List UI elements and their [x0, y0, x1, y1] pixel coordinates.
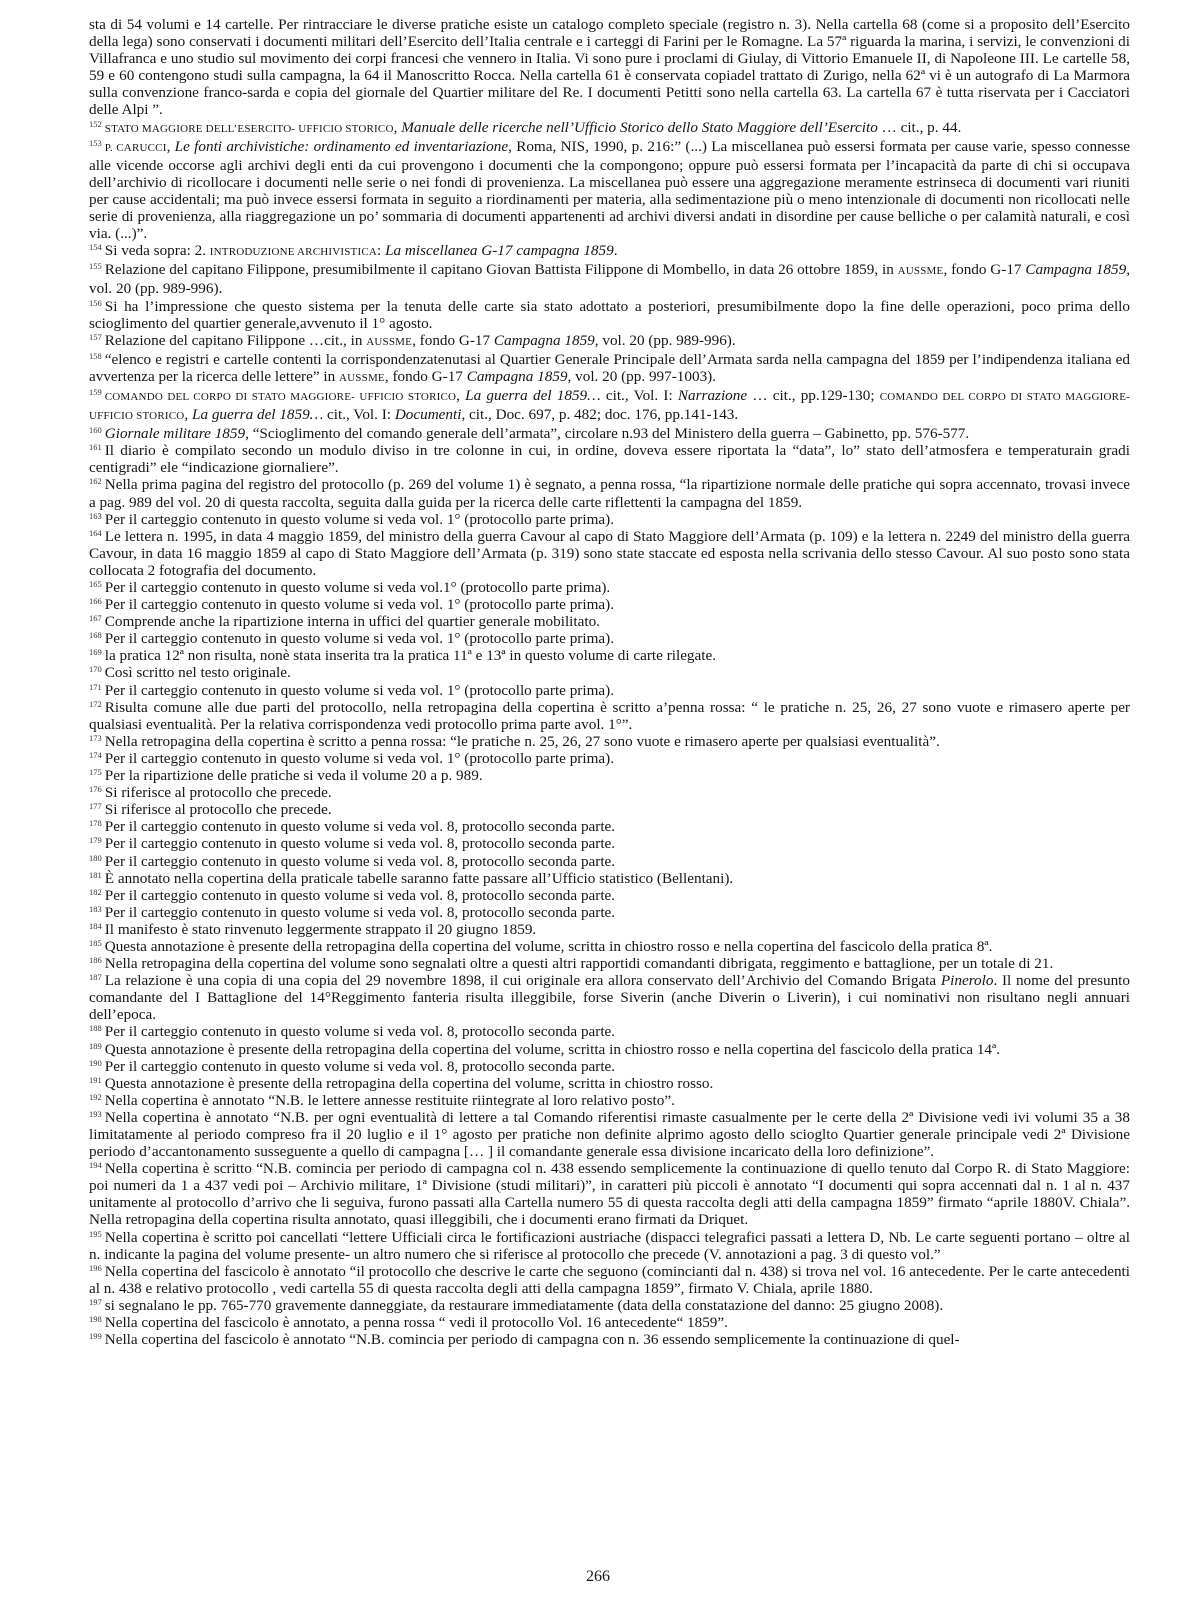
smallcaps-author: AUSSME	[366, 335, 413, 348]
footnote	[89, 1263, 1130, 1297]
text-run: Si riferisce al protocollo che precede.	[104, 784, 332, 802]
continuation-paragraph	[89, 16, 1130, 119]
text-run: Si veda sopra: 2.	[104, 242, 210, 260]
text-run: Per il carteggio contenuto in questo volume si veda vol. 1° (protocollo parte prima).	[104, 596, 614, 614]
text-run: … cit., p. 44.	[877, 118, 962, 136]
footnote-number: 189	[89, 1040, 102, 1051]
italic-title: Manuale delle ricerche nell’Ufficio Storico dello Stato Maggiore dell’Esercito	[401, 118, 878, 136]
footnotes-block	[89, 16, 1130, 1348]
footnote-number: 171	[89, 681, 102, 692]
text-run: ,	[456, 386, 466, 404]
footnote-number: 167	[89, 613, 102, 624]
footnote-number: 194	[89, 1160, 102, 1171]
text-run: Questa annotazione è presente della retropagina della copertina del volume, scritta in chiostro rosso e nella copertina del fascicolo della pratica 14ª.	[104, 1040, 1001, 1058]
text-run: Nella copertina del fascicolo è annotato, a penna rossa “ vedi il protocollo Vol. 16 antecedente“ 1859”.	[104, 1314, 728, 1332]
footnote	[89, 904, 1130, 921]
footnote	[89, 579, 1130, 596]
footnote-number: 193	[89, 1108, 102, 1119]
footnote-number: 158	[89, 350, 102, 361]
footnote	[89, 119, 1130, 138]
text-run: , vol. 20 (pp. 989-996).	[594, 331, 736, 349]
footnote	[89, 332, 1130, 351]
smallcaps-author: INTRODUZIONE ARCHIVISTICA	[209, 246, 378, 259]
text-run: sta di 54 volumi e 14 cartelle. Per rintracciare le diverse pratiche esiste un catalogo completo speciale (registro n. 3). Nella cartella 68 (come si a proposito dell’Esercito della lega) sono conservati i documenti militari dell’Esercito dell’Italia centrale e i carteggi di Farini per le Romagne. La 57ª riguarda la marina, i servizi, le convenzioni di Villafranca e uno studio sul movimento dei corpi francesi che vennero in Italia. Vi sono pure i proclami di Giulay, di Vittorio Emanuele II, di Napoleone III. Le cartelle 58, 59 e 60 contengono studi sulla campagna, la 64 il Manoscritto Rocca. Nella cartella 61 è conservata copiadel trattato di Zurigo, nella 62ª vi è un autografo di La Marmora sulla convenzione franco-sarda e copia del giornale del Quartier militare del Re. I documenti Petitti sono nella cartella 63. La cartella 67 è tutta riservata per i Cacciatori delle Alpi ”.	[89, 16, 1130, 119]
footnote	[89, 870, 1130, 887]
text-run: Il manifesto è stato rinvenuto leggermente strappato il 20 giugno 1859.	[104, 920, 537, 938]
footnote	[89, 528, 1130, 579]
footnote	[89, 298, 1130, 332]
text-run: Le lettera n. 1995, in data 4 maggio 1859, del ministro della guerra Cavour al capo di Stato Maggiore dell’Armata (p. 109) e la lettera n. 2249 del ministro della guerra Cavour, in data 16 maggio 1859 al capo di Stato Maggiore dell’Armata (p. 319) sono state staccate ed esposta nella scrivania dello stesso Cavour. Al suo posto sono stata collocata 2 fotografia del documento.	[89, 527, 1130, 579]
footnote	[89, 801, 1130, 818]
text-run: :	[377, 242, 386, 260]
footnote	[89, 511, 1130, 528]
italic-title: Narrazione	[677, 386, 748, 404]
footnote-number: 180	[89, 852, 102, 863]
footnote	[89, 767, 1130, 784]
text-run: Questa annotazione è presente della retropagina della copertina del volume, scritta in chiostro rosso.	[104, 1074, 714, 1092]
footnote-number: 157	[89, 331, 102, 342]
footnote	[89, 972, 1130, 1023]
text-run: .	[613, 242, 618, 260]
footnote	[89, 630, 1130, 647]
footnote	[89, 1109, 1130, 1160]
footnote	[89, 261, 1130, 297]
footnote-number: 163	[89, 510, 102, 521]
footnote-number: 175	[89, 767, 102, 778]
footnote	[89, 818, 1130, 835]
italic-title: Campagna 1859	[493, 331, 595, 349]
smallcaps-author: AUSSME	[897, 265, 944, 278]
text-run: Nella copertina è annotato “N.B. le lettere annesse restituite riintegrate al loro relativo posto”.	[104, 1091, 675, 1109]
italic-title: Pinerolo	[940, 972, 994, 990]
text-run: Per il carteggio contenuto in questo volume si veda vol. 8, protocollo seconda parte.	[104, 852, 616, 870]
footnote	[89, 1092, 1130, 1109]
footnote-number: 179	[89, 835, 102, 846]
text-run: Per il carteggio contenuto in questo volume si veda vol.1° (protocollo parte prima).	[104, 579, 611, 596]
footnote	[89, 351, 1130, 387]
footnote	[89, 1023, 1130, 1040]
text-run: Per il carteggio contenuto in questo volume si veda vol. 1° (protocollo parte prima).	[104, 630, 614, 648]
text-run: Per il carteggio contenuto in questo volume si veda vol. 1° (protocollo parte prima).	[104, 749, 614, 767]
footnote-number: 169	[89, 647, 102, 658]
footnote-number: 190	[89, 1057, 102, 1068]
footnote	[89, 425, 1130, 442]
footnote-number: 196	[89, 1262, 102, 1273]
text-run: Per il carteggio contenuto in questo volume si veda vol. 8, protocollo seconda parte.	[104, 903, 616, 921]
text-run: Per il carteggio contenuto in questo volume si veda vol. 1° (protocollo parte prima).	[104, 681, 614, 699]
footnote	[89, 887, 1130, 904]
text-run: Risulta comune alle due parti del protocollo, nella retropagina della copertina è scritto a’penna rossa: “ le pratiche n. 25, 26, 27 sono vuote e rimasero aperte per qualsiasi eventualità. Per la relativa corrispondenza vedi protocollo prima parte avol. 1°”.	[89, 698, 1130, 733]
smallcaps-author: COMANDO DEL CORPO DI STATO MAGGIORE- UFFICIO STORICO	[89, 390, 1130, 423]
italic-title: Campagna 1859	[466, 367, 568, 385]
footnote-number: 182	[89, 886, 102, 897]
text-run: Nella copertina è annotato “N.B. per ogni eventualità di lettere a tal Comando riferentisi rimaste casualmente per le certe della 2ª Divisione vedi ivi volumi 35 a 38 limitatamente al periodo compreso fra il 20 luglio e il 1° agosto per pratiche non definite alprimo agosto dello scioglto Quartier generale principale vedi 2ª Divisione periodo d’accantonamento susseguente a quello di campagna [… ] il comandante generale essa divisione incaricato della loro definizione”.	[89, 1108, 1130, 1161]
text-run: Così scritto nel testo originale.	[104, 664, 291, 682]
text-run: ,	[393, 118, 402, 136]
footnote	[89, 664, 1130, 681]
footnote-number: 178	[89, 818, 102, 829]
footnote	[89, 682, 1130, 699]
text-run: cit., Vol. I:	[600, 386, 678, 404]
text-run: Nella copertina è scritto poi cancellati “lettere Ufficiali circa le fortificazioni austriache (dispacci telegrafici passati a lettera D, Nb. Le carte seguenti portano – oltre al n. indicante la pagina del volume presente- un altro numero che si riferisce al protocollo che precede (V. annotazioni a pag. 3 di questo vol.”	[89, 1228, 1130, 1263]
footnote	[89, 476, 1130, 510]
smallcaps-author: COMANDO DEL CORPO DI STATO MAGGIORE- UFFICIO STORICO	[104, 390, 457, 403]
footnote-number: 165	[89, 579, 102, 589]
italic-title: La miscellanea G-17 campagna 1859	[385, 242, 614, 260]
footnote	[89, 1331, 1130, 1348]
text-run: Per il carteggio contenuto in questo volume si veda vol. 8, protocollo seconda parte.	[104, 818, 616, 836]
text-run: ,	[184, 406, 192, 424]
footnote	[89, 750, 1130, 767]
footnote-number: 199	[89, 1331, 102, 1342]
text-run: , “Scioglimento del comando generale dell’armata”, circolare n.93 del Ministero della guerra – Gabinetto, pp. 576-577.	[245, 425, 970, 443]
text-run: cit., Vol. I:	[323, 406, 395, 424]
footnote	[89, 1229, 1130, 1263]
text-run: Il diario è compilato secondo un modulo diviso in tre colonne in cui, in ordine, doveva essere riportata la “data”, lo” stato dell’atmosfera e temperaturain gradi centigradi” ele “indicazione giornaliere”.	[89, 442, 1130, 477]
footnote	[89, 387, 1130, 425]
footnote	[89, 835, 1130, 852]
footnote-number: 176	[89, 784, 102, 795]
text-run: . Il nome del presunto comandante del I Battaglione del 14°Reggimento fanteria risulta illeggibile, forse Siverin (anche Diverin o Liverin), i cui nominativi non risultano negli annuari dell’epoca.	[89, 972, 1130, 1024]
italic-title: La guerra del 1859…	[192, 406, 324, 424]
footnote-number: 152	[89, 118, 102, 129]
footnote	[89, 1297, 1130, 1314]
footnote	[89, 955, 1130, 972]
footnote	[89, 138, 1130, 243]
text-run: , vol. 20 (pp. 997-1003).	[567, 367, 717, 385]
smallcaps-author: P. CARUCCI	[104, 141, 167, 154]
footnote	[89, 1314, 1130, 1331]
footnote-number: 155	[89, 261, 102, 272]
text-run: Per il carteggio contenuto in questo volume si veda vol. 8, protocollo seconda parte.	[104, 886, 616, 904]
footnote-number: 161	[89, 442, 102, 453]
text-run: Questa annotazione è presente della retropagina della copertina del volume, scritta in chiostro rosso e nella copertina del fascicolo della pratica 8ª.	[104, 937, 993, 955]
footnote	[89, 1075, 1130, 1092]
footnote-number: 173	[89, 732, 102, 743]
footnote-number: 188	[89, 1023, 102, 1034]
footnote-number: 153	[89, 137, 102, 148]
text-run: si segnalano le pp. 765-770 gravemente danneggiate, da restaurare immediatamente (data della constatazione del danno: 25 giugno 2008).	[104, 1296, 944, 1314]
page-number: 266	[586, 1568, 610, 1585]
footnote-number: 170	[89, 664, 102, 675]
smallcaps-author: STATO MAGGIORE DELL’ESERCITO- UFFICIO STORICO	[104, 122, 394, 135]
footnote	[89, 699, 1130, 733]
text-run: Nella retropagina della copertina è scritto a penna rossa: “le pratiche n. 25, 26, 27 sono vuote e rimasero aperte per qualsiasi eventualità”.	[104, 732, 940, 750]
text-run: Nella copertina del fascicolo è annotato “N.B. comincia per periodo di campagna con n. 36 essendo semplicemente la continuazione di quel-	[104, 1331, 960, 1349]
footnote-number: 185	[89, 937, 102, 948]
italic-title: La guerra del 1859…	[465, 386, 601, 404]
footnote-number: 156	[89, 297, 102, 308]
footnote-number: 197	[89, 1296, 102, 1307]
text-run: , vol. 20 (pp. 989-996).	[89, 261, 1130, 298]
footnote-number: 191	[89, 1074, 102, 1085]
text-run: Nella copertina del fascicolo è annotato “il protocollo che descrive le carte che seguono (comincianti dal n. 438) si trova nel vol. 16 antecedente. Per le carte antecedenti al n. 438 e relativo protocollo , vedi cartella 55 di questa raccolta degli atti della campagna 1859”, firmato V. Chiala, aprile 1880.	[89, 1262, 1130, 1297]
footnote-number: 195	[89, 1228, 102, 1239]
text-run: Nella prima pagina del registro del protocollo (p. 269 del volume 1) è segnato, a penna rossa, “la ripartizione normale delle pratiche qui sopra accennato, trovasi invece a pag. 989 del vol. 20 di questa raccolta, seguita dalla guida per la ricerca delle carte riflettenti la campagna del 1859.	[89, 476, 1130, 511]
text-run: Per il carteggio contenuto in questo volume si veda vol. 1° (protocollo parte prima).	[104, 510, 614, 528]
footnote-number: 166	[89, 596, 102, 607]
text-run: … cit., pp.129-130;	[747, 386, 880, 404]
footnote	[89, 853, 1130, 870]
footnote-number: 198	[89, 1314, 102, 1325]
footnote	[89, 647, 1130, 664]
footnote	[89, 1160, 1130, 1228]
footnote	[89, 242, 1130, 261]
italic-title: Campagna 1859	[1025, 261, 1127, 279]
text-run: La relazione è una copia di una copia del 29 novembre 1898, il cui originale era allora conservato dell’Archivio del Comando Brigata	[104, 972, 941, 990]
footnote-number: 186	[89, 955, 102, 966]
footnote-number: 183	[89, 903, 102, 914]
footnote-number: 160	[89, 425, 102, 436]
footnote-number: 164	[89, 527, 102, 538]
italic-title: Giornale militare 1859	[104, 425, 246, 443]
smallcaps-author: AUSSME	[339, 371, 385, 384]
footnote-number: 154	[89, 242, 102, 253]
footnote	[89, 596, 1130, 613]
footnote	[89, 733, 1130, 750]
footnote	[89, 613, 1130, 630]
text-run: , cit., Doc. 697, p. 482; doc. 176, pp.141-143.	[461, 406, 739, 424]
text-run: È annotato nella copertina della praticale tabelle saranno fatte passare all’Ufficio statistico (Bellentani).	[104, 869, 734, 887]
footnote-number: 162	[89, 476, 102, 487]
text-run: Nella copertina è scritto “N.B. comincia per periodo di campagna col n. 438 essendo semplicemente la continuazione di quello tenuto dal Corpo R. di Stato Maggiore: poi numeri da 1 a 437 vedi poi – Archivio militare, 1ª Divisione (studi militari)”, in caratteri più piccoli è annotato “I documenti qui sopra accennati dal n. 1 al n. 437 unitamente al protocollo d’arrivo che li seguiva, furono passati alla Cartella numero 55 di questa raccolta degli atti della campagna 1859” firmato “aprile 1880V. Chiala”. Nella retropagina della copertina risulta annotato, quasi illeggibili, che i documenti erano firmati da Driquet.	[89, 1160, 1130, 1229]
footnote-number: 181	[89, 869, 102, 880]
text-run: , fondo G-17	[943, 261, 1026, 279]
text-run: Per il carteggio contenuto in questo volume si veda vol. 8, protocollo seconda parte.	[104, 1057, 616, 1075]
footnote-number: 187	[89, 972, 102, 983]
text-run: , Roma, NIS, 1990, p. 216:” (...) La miscellanea può essersi formata per cause varie, spesso connesse alle vicende occorse agli archivi degli enti da cui provengono i documenti che la compongono; oppure può essersi formata per l’incapacità da parte di chi si occupava dell’archivio di ricollocare i documenti nelle serie o nei fondi di provenienza. La miscellanea può essere una aggregazione meramente estrinseca di documenti vari riuniti per cause accidentali; ma può invece essersi formata in seguito a riordinamenti per materia, alla sedimentazione più o meno intenzionale di documenti non ricollocati nelle serie di provenienza, alla riaggregazione un po’ sommaria di documenti appartenenti ad archivi diversi andati in disordine per cause belliche o per calamità naturali, e così via. (...)”.	[89, 137, 1130, 243]
footnote-number: 172	[89, 698, 102, 709]
text-run: Relazione del capitano Filippone, presumibilmente il capitano Giovan Battista Filippone di Mombello, in data 26 ottobre 1859, in	[104, 261, 898, 279]
text-run: “elenco e registri e cartelle contenti la corrispondenzatenutasi al Quartier Generale Principale dell’Armata sarda nella campagna del 1859 per l’indipendenza italiana ed avvertenza per la ricerca delle lettere” in	[89, 350, 1130, 385]
text-run: Si ha l’impressione che questo sistema per la tenuta delle carte sia stato adottato a posteriori, presumibilmente dopo la fine delle operazioni, poco prima dello scioglimento del quartier generale,avvenuto il 1° agosto.	[89, 297, 1130, 332]
text-run: Per il carteggio contenuto in questo volume si veda vol. 8, protocollo seconda parte.	[104, 835, 616, 853]
footnote	[89, 1041, 1130, 1058]
text-run: Comprende anche la ripartizione interna in uffici del quartier generale mobilitato.	[104, 613, 600, 631]
text-run: , fondo G-17	[384, 367, 467, 385]
text-run: la pratica 12ª non risulta, nonè stata inserita tra la pratica 11ª e 13ª in questo volume di carte rilegate.	[104, 647, 717, 665]
text-run: , fondo G-17	[412, 331, 494, 349]
italic-title: Documenti	[394, 406, 462, 424]
text-run: Si riferisce al protocollo che precede.	[104, 801, 332, 819]
footnote	[89, 784, 1130, 801]
footnote-number: 192	[89, 1091, 102, 1102]
footnote-number: 168	[89, 630, 102, 641]
footnote-number: 177	[89, 801, 102, 812]
text-run: Relazione del capitano Filippone …cit., in	[104, 331, 367, 349]
text-run: Per il carteggio contenuto in questo volume si veda vol. 8, protocollo seconda parte.	[104, 1023, 616, 1041]
italic-title: Le fonti archivistiche: ordinamento ed inventariazione	[174, 137, 509, 155]
footnote	[89, 938, 1130, 955]
footnote	[89, 442, 1130, 476]
footnote-number: 174	[89, 749, 102, 760]
footnote	[89, 921, 1130, 938]
footnote-number: 159	[89, 386, 102, 397]
text-run: Per la ripartizione delle pratiche si veda il volume 20 a p. 989.	[104, 767, 483, 785]
footnote-number: 184	[89, 920, 102, 931]
text-run: ,	[166, 137, 175, 155]
text-run: Nella retropagina della copertina del volume sono segnalati oltre a questi altri rapportidi comandanti dibrigata, reggimento e battaglione, per un totale di 21.	[104, 955, 1054, 973]
footnote	[89, 1058, 1130, 1075]
